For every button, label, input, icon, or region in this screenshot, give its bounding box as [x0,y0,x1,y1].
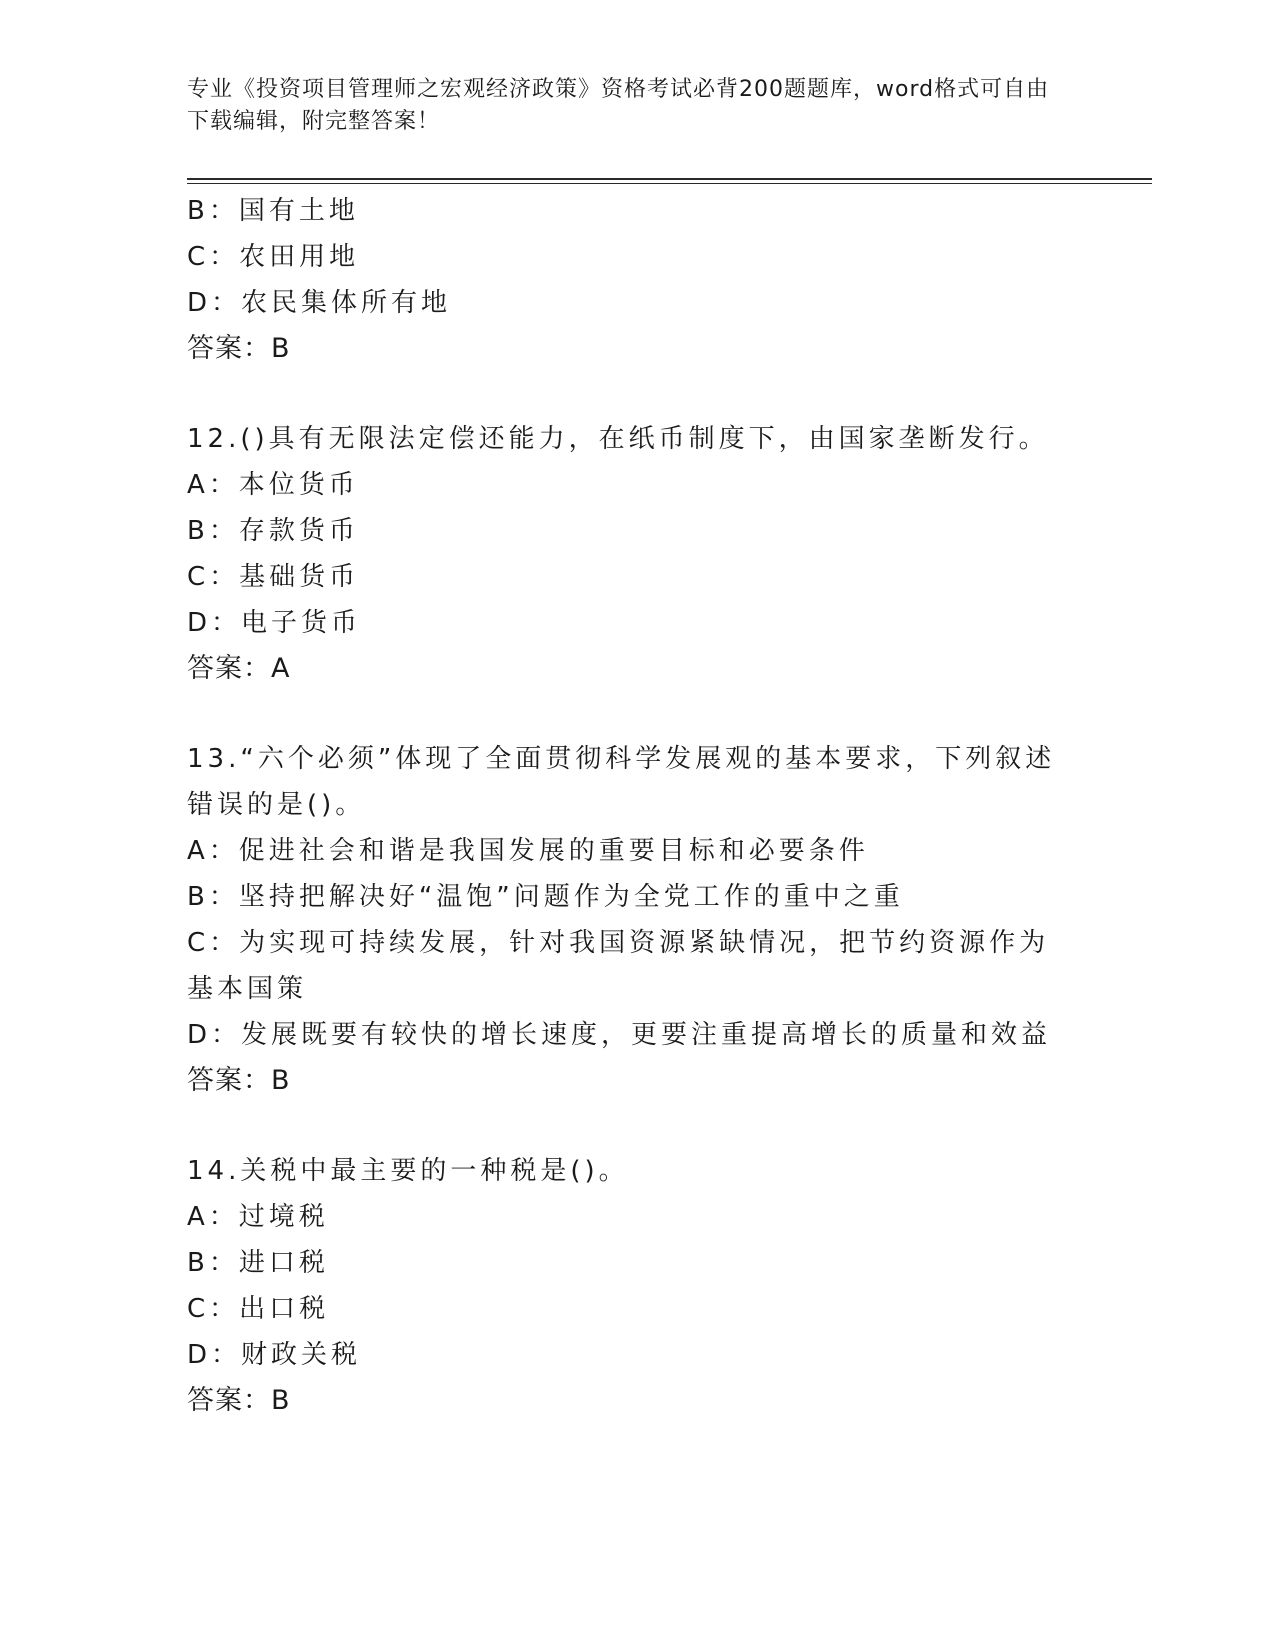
question-stem: 13.“六个必须”体现了全面贯彻科学发展观的基本要求，下列叙述错误的是()。 [187,744,1056,820]
header-rule-thick [187,178,1152,180]
option-a: A：促进社会和谐是我国发展的重要目标和必要条件 [187,836,869,866]
question-list [187,188,1077,1424]
option-b: B：坚持把解决好“温饱”问题作为全党工作的重中之重 [187,882,904,912]
option-c: C：农田用地 [187,242,360,272]
question-14 [187,1148,1077,1424]
spacer [187,692,1077,736]
question-11-tail [187,188,1077,372]
option-d: D：电子货币 [187,608,362,638]
option-b: B：国有土地 [187,196,359,226]
option-d: D：农民集体所有地 [187,288,452,318]
answer: 答案：B [187,1065,291,1096]
option-b: B：进口税 [187,1248,329,1278]
option-a: A：过境税 [187,1202,329,1232]
answer: 答案：A [187,653,291,684]
answer: 答案：B [187,333,291,364]
document-header: 专业《投资项目管理师之宏观经济政策》资格考试必背200题题库，word格式可自由下载编辑，附完整答案！ [187,77,1050,134]
option-c: C：为实现可持续发展，针对我国资源紧缺情况，把节约资源作为基本国策 [187,928,1050,1004]
option-b: B：存款货币 [187,516,359,546]
option-d: D：财政关税 [187,1340,362,1370]
option-c: C：出口税 [187,1294,330,1324]
option-c: C：基础货币 [187,562,360,592]
answer: 答案：B [187,1385,291,1416]
spacer [187,1104,1077,1148]
question-12 [187,416,1077,692]
question-stem: 14.关税中最主要的一种税是()。 [187,1156,629,1186]
option-d: D：发展既要有较快的增长速度，更要注重提高增长的质量和效益 [187,1020,1052,1050]
header-rule-thin [187,183,1152,184]
spacer [187,372,1077,416]
question-13 [187,736,1077,1104]
question-stem: 12.()具有无限法定偿还能力，在纸币制度下，由国家垄断发行。 [187,424,1049,454]
option-a: A：本位货币 [187,470,359,500]
